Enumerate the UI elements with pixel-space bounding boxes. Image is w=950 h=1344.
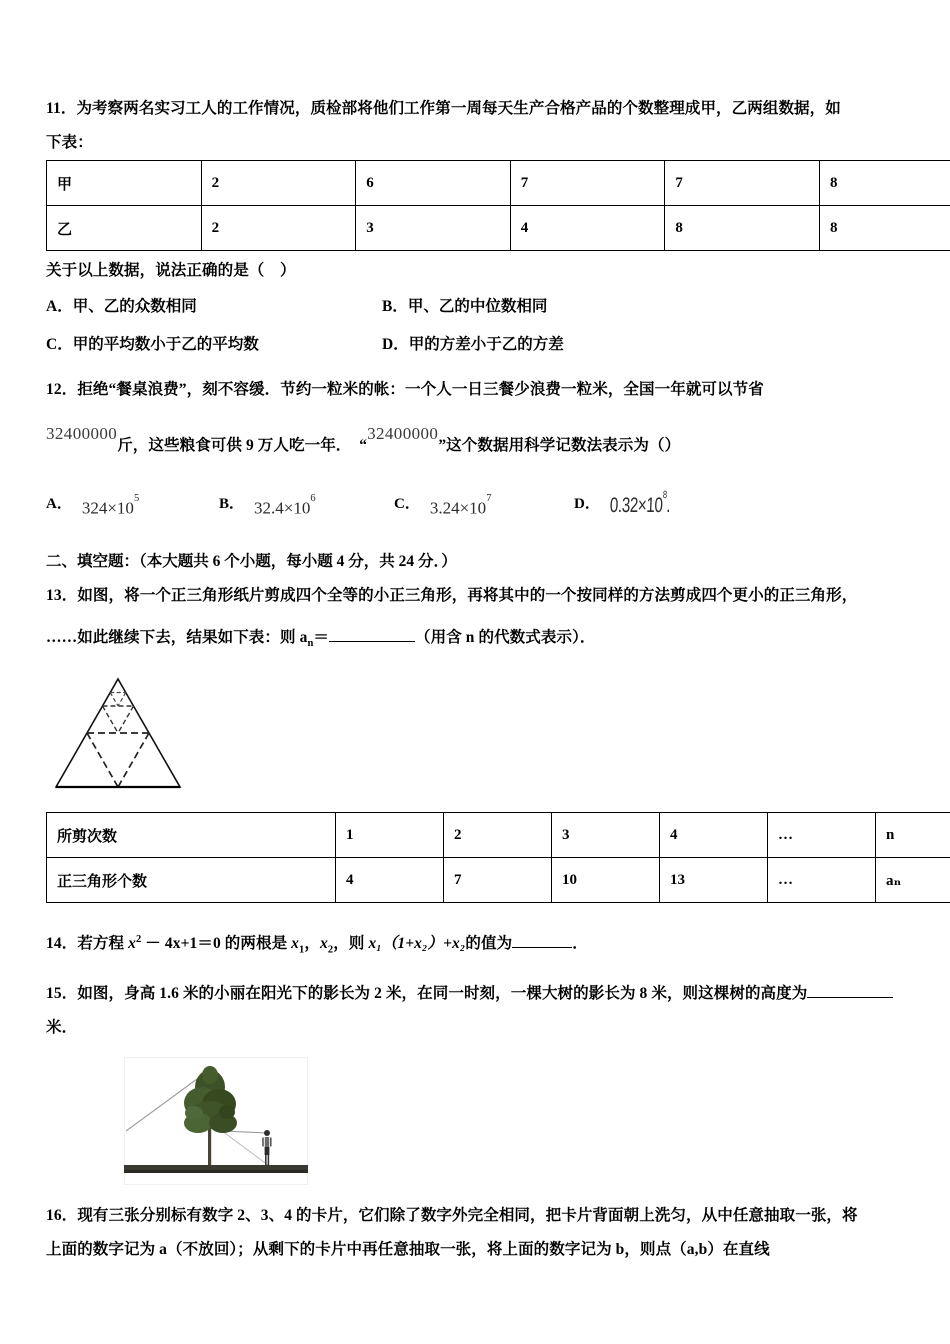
q11-number: 11． <box>46 100 77 117</box>
q11-option-a[interactable] <box>46 291 382 323</box>
q11-row1-v3: 7 <box>510 161 665 206</box>
q13-stem-text2a: ……如此继续下去，结果如下表：则 a <box>46 629 308 646</box>
ground-strip-shadow <box>124 1170 308 1173</box>
q13-row2-v4: 13 <box>660 858 768 903</box>
q11-stem-text1: 为考察两名实习工人的工作情况，质检部将他们工作第一周每天生产合格产品的个数整理成甲，乙两组数据，如 <box>76 100 841 117</box>
q11-option-b-text: 甲、乙的中位数相同 <box>407 298 548 315</box>
q13-row1-v4: 4 <box>660 813 768 858</box>
q11-option-c[interactable] <box>46 329 382 361</box>
q12-option-d-exponent: 8 <box>662 488 667 501</box>
q13-stem-line2 <box>46 621 908 661</box>
q13-number: 13． <box>46 587 78 604</box>
q14-var2: x <box>320 935 328 953</box>
q14-answer-blank[interactable] <box>512 947 572 948</box>
q12-option-a-value <box>82 490 139 524</box>
q11-option-b-label: B． <box>382 298 408 315</box>
table-row <box>47 813 950 858</box>
q12-option-a[interactable] <box>46 484 219 519</box>
q13-row1-v5: … <box>768 813 876 858</box>
q14-number: 14． <box>46 935 78 953</box>
q11-row2-v2: 3 <box>356 206 511 251</box>
q11-row1-v5: 8 <box>819 161 950 206</box>
midline-left-l1 <box>87 733 118 787</box>
q13-row1-v3: 3 <box>552 813 660 858</box>
q14-part-c: 的值为 <box>465 935 513 953</box>
q11-row1-v1: 2 <box>201 161 356 206</box>
q11-option-c-text: 甲的平均数小于乙的平均数 <box>72 336 259 353</box>
tree-and-person-shadow-photo <box>124 1057 308 1185</box>
q14-part-a: 若方程 <box>77 935 129 953</box>
q12-stem-line2 <box>46 425 908 466</box>
q15-answer-blank[interactable] <box>807 997 893 998</box>
question-12 <box>46 373 908 519</box>
triangle-svg <box>48 669 238 797</box>
q12-option-a-exponent: 5 <box>133 493 140 505</box>
table-row <box>47 858 950 903</box>
midline-right-l1 <box>118 733 149 787</box>
q12-option-b-label: B． <box>219 496 245 512</box>
q11-option-b[interactable] <box>382 291 762 323</box>
table-row <box>47 206 950 251</box>
q12-mid-text-2: ”这个数据用科学记数法表示为（） <box>438 437 681 454</box>
q12-option-d-times: ×10 <box>637 494 663 517</box>
q16-stem-line2: 上面的数字记为 a（不放回）；从剩下的卡片中再任意抽取一张，将上面的数字记为 b，则点（a,b）在直线 <box>46 1241 770 1259</box>
q12-option-a-mantissa: 324 <box>81 499 108 518</box>
q12-option-a-times: ×10 <box>107 499 134 518</box>
section-2-heading: 二、填空题：（本大题共 6 个小题，每小题 4 分，共 24 分．） <box>46 553 457 570</box>
q12-option-c[interactable] <box>394 484 574 519</box>
q12-option-b[interactable] <box>219 484 394 519</box>
q13-pattern-table <box>46 812 950 903</box>
q13-row2-v5: … <box>768 858 876 903</box>
q11-row2-v5: 8 <box>819 206 950 251</box>
q12-big-number-2: 32400000 <box>367 424 439 443</box>
q12-big-number-1: 32400000 <box>46 424 118 443</box>
q12-option-d-label: D． <box>574 496 600 512</box>
q16-stem-text1: 现有三张分别标有数字 2、3、4 的卡片，它们除了数字外完全相同，把卡片背面朝上洗匀，从中任意抽取一张，将 <box>77 1207 858 1225</box>
q12-option-d-value <box>609 486 671 521</box>
q14-var1: x <box>291 935 300 953</box>
q13-stem-line1 <box>46 579 908 613</box>
q15-stem-text1: 如图，身高 1.6 米的小丽在阳光下的影长为 2 米，在同一时刻，一棵大树的影长为 8 米，则这棵树的高度为 <box>77 985 808 1003</box>
q16-stem-line1 <box>46 1199 908 1233</box>
q11-stem-line2: 下表： <box>46 134 93 151</box>
question-14 <box>46 923 908 967</box>
q11-row1-label: 甲 <box>47 161 202 206</box>
q14-eq-rest: － 4x+1＝0 的两根是 <box>141 935 292 953</box>
question-13 <box>46 579 908 903</box>
q13-row2-v1: 4 <box>336 858 444 903</box>
q11-row1-v4: 7 <box>665 161 820 206</box>
midline-left-l2 <box>103 706 119 733</box>
q13-answer-blank[interactable] <box>329 641 415 642</box>
q12-option-c-value <box>430 490 492 524</box>
q11-row2-v4: 8 <box>665 206 820 251</box>
q14-var1-sub: 1 <box>299 944 305 956</box>
q11-option-c-label: C． <box>46 336 73 353</box>
q12-option-c-times: ×10 <box>459 499 487 518</box>
q11-option-d[interactable] <box>382 329 762 361</box>
q15-stem-line2: 米． <box>46 1019 78 1037</box>
q11-data-table <box>46 160 950 251</box>
q14-comma1: ， <box>304 935 321 953</box>
q13-row1-header: 所剪次数 <box>47 813 336 858</box>
q11-row2-label: 乙 <box>47 206 202 251</box>
q11-option-d-label: D． <box>382 336 409 353</box>
q11-option-a-text: 甲、乙的众数相同 <box>72 298 197 315</box>
q15-number: 15． <box>46 985 78 1003</box>
q12-option-b-mantissa: 32.4 <box>254 499 284 518</box>
q13-equals: ＝ <box>313 629 330 646</box>
tree-shadow-svg <box>124 1057 308 1185</box>
q11-stem-line1 <box>46 92 908 126</box>
midline-right-l3 <box>118 693 126 707</box>
q11-row2-v3: 4 <box>510 206 665 251</box>
q13-row2-v2: 7 <box>444 858 552 903</box>
q14-eq-x: x <box>128 935 136 953</box>
q12-option-b-exponent: 6 <box>310 493 316 505</box>
q13-row2-v3: 10 <box>552 858 660 903</box>
q13-stem-text1: 如图，将一个正三角形纸片剪成四个全等的小正三角形，再将其中的一个按同样的方法剪成四个更小的正三角形， <box>77 587 858 604</box>
q11-options-row-2 <box>46 329 908 361</box>
question-15 <box>46 977 908 1185</box>
q15-stem-line1 <box>46 977 908 1011</box>
q12-stem-line1 <box>46 373 908 407</box>
q11-row2-v1: 2 <box>201 206 356 251</box>
q12-mid-text-1: 斤，这些粮食可供 9 万人吃一年． “ <box>117 437 368 454</box>
q12-option-a-label: A． <box>46 496 72 512</box>
q12-option-d-mantissa: 0.32 <box>609 494 639 517</box>
q14-expression: x₁（1+x₂）+x₂ <box>368 935 466 953</box>
q13-row1-v6: n <box>876 813 950 858</box>
q12-option-b-times: ×10 <box>283 499 311 518</box>
q13-row1-v1: 1 <box>336 813 444 858</box>
q12-option-c-label: C． <box>394 496 420 512</box>
q13-row2-header: 正三角形个数 <box>47 858 336 903</box>
midline-right-l2 <box>118 706 134 733</box>
q11-option-d-text: 甲的方差小于乙的方差 <box>408 336 564 353</box>
q13-stem-text2c: （用含 n 的代数式表示）． <box>415 629 596 646</box>
midline-left-l3 <box>110 693 118 707</box>
page-content <box>46 92 908 1267</box>
q13-an-subscript: n <box>307 638 314 650</box>
q11-row1-v2: 6 <box>356 161 511 206</box>
q11-option-a-label: A． <box>46 298 73 315</box>
q11-prompt: 关于以上数据，说法正确的是（ ） <box>46 262 296 279</box>
q12-option-c-exponent: 7 <box>486 493 492 505</box>
recursive-equilateral-triangle-diagram <box>48 669 908 802</box>
q12-option-d-tail: . <box>665 494 671 517</box>
q11-options-row-1 <box>46 291 908 323</box>
question-11 <box>46 92 908 361</box>
q14-part-b: ，则 <box>333 935 369 953</box>
q12-options-row <box>46 482 908 519</box>
q14-part-d: ． <box>572 935 588 953</box>
q12-number: 12． <box>46 381 78 398</box>
q12-option-c-mantissa: 3.24 <box>429 499 460 518</box>
q12-option-b-value <box>254 490 316 524</box>
question-16 <box>46 1199 908 1267</box>
q12-stem-text1: 拒绝“餐桌浪费”，刻不容缓．节约一粒米的帐：一个人一日三餐少浪费一粒米，全国一年就可以节省 <box>77 381 764 398</box>
table-row <box>47 161 950 206</box>
q14-eq-sup: 2 <box>135 934 142 946</box>
q13-row1-v2: 2 <box>444 813 552 858</box>
q12-option-d[interactable] <box>574 482 694 519</box>
q13-row2-v6: aₙ <box>876 858 950 903</box>
q16-number: 16． <box>46 1207 78 1225</box>
q14-var2-sub: 2 <box>327 944 334 956</box>
